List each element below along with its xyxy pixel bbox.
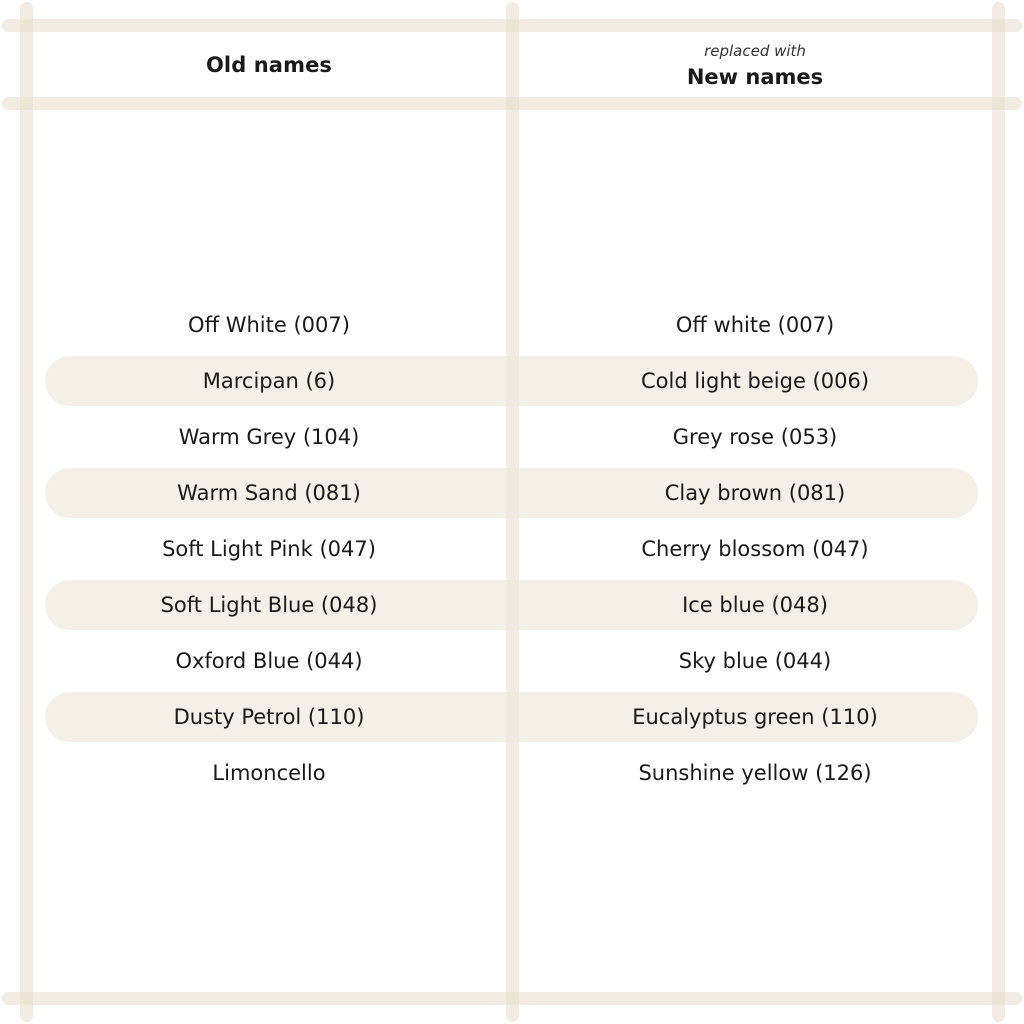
frame-line-header-bottom: [2, 97, 1022, 110]
table-row: [45, 468, 978, 518]
old-name-cell: Soft Light Blue (048): [160, 593, 378, 617]
table-row: [45, 636, 978, 686]
frame-line-bottom: [2, 992, 1022, 1005]
old-name-cell: Limoncello: [212, 761, 326, 785]
table-row: [45, 356, 978, 406]
old-name-cell: Marcipan (6): [202, 369, 336, 393]
old-name-cell: Dusty Petrol (110): [173, 705, 365, 729]
table-row: [45, 692, 978, 742]
old-name-cell: Soft Light Pink (047): [162, 537, 376, 561]
name-rows: [45, 300, 978, 804]
old-name-cell: Warm Grey (104): [178, 425, 360, 449]
new-name-cell: Ice blue (048): [682, 593, 828, 617]
replaced-with-caption: replaced with: [704, 42, 806, 60]
frame-line-top: [2, 19, 1022, 32]
new-name-cell: Eucalyptus green (110): [632, 705, 878, 729]
new-name-cell: Sky blue (044): [678, 649, 832, 673]
new-names-heading-group: [512, 40, 998, 92]
new-name-cell: Clay brown (081): [664, 481, 846, 505]
table-row: [45, 300, 978, 350]
new-name-cell: Grey rose (053): [672, 425, 838, 449]
table-row: [45, 524, 978, 574]
old-name-cell: Oxford Blue (044): [175, 649, 363, 673]
new-name-cell: Cherry blossom (047): [641, 537, 869, 561]
old-names-heading: Old names: [205, 53, 333, 77]
new-name-cell: Sunshine yellow (126): [638, 761, 872, 785]
new-name-cell: Off white (007): [675, 313, 835, 337]
table-row: [45, 748, 978, 798]
old-name-cell: Warm Sand (081): [177, 481, 361, 505]
old-name-cell: Off White (007): [188, 313, 350, 337]
table-row: [45, 412, 978, 462]
table-row: [45, 580, 978, 630]
new-names-heading: New names: [686, 65, 824, 89]
new-name-cell: Cold light beige (006): [640, 369, 870, 393]
